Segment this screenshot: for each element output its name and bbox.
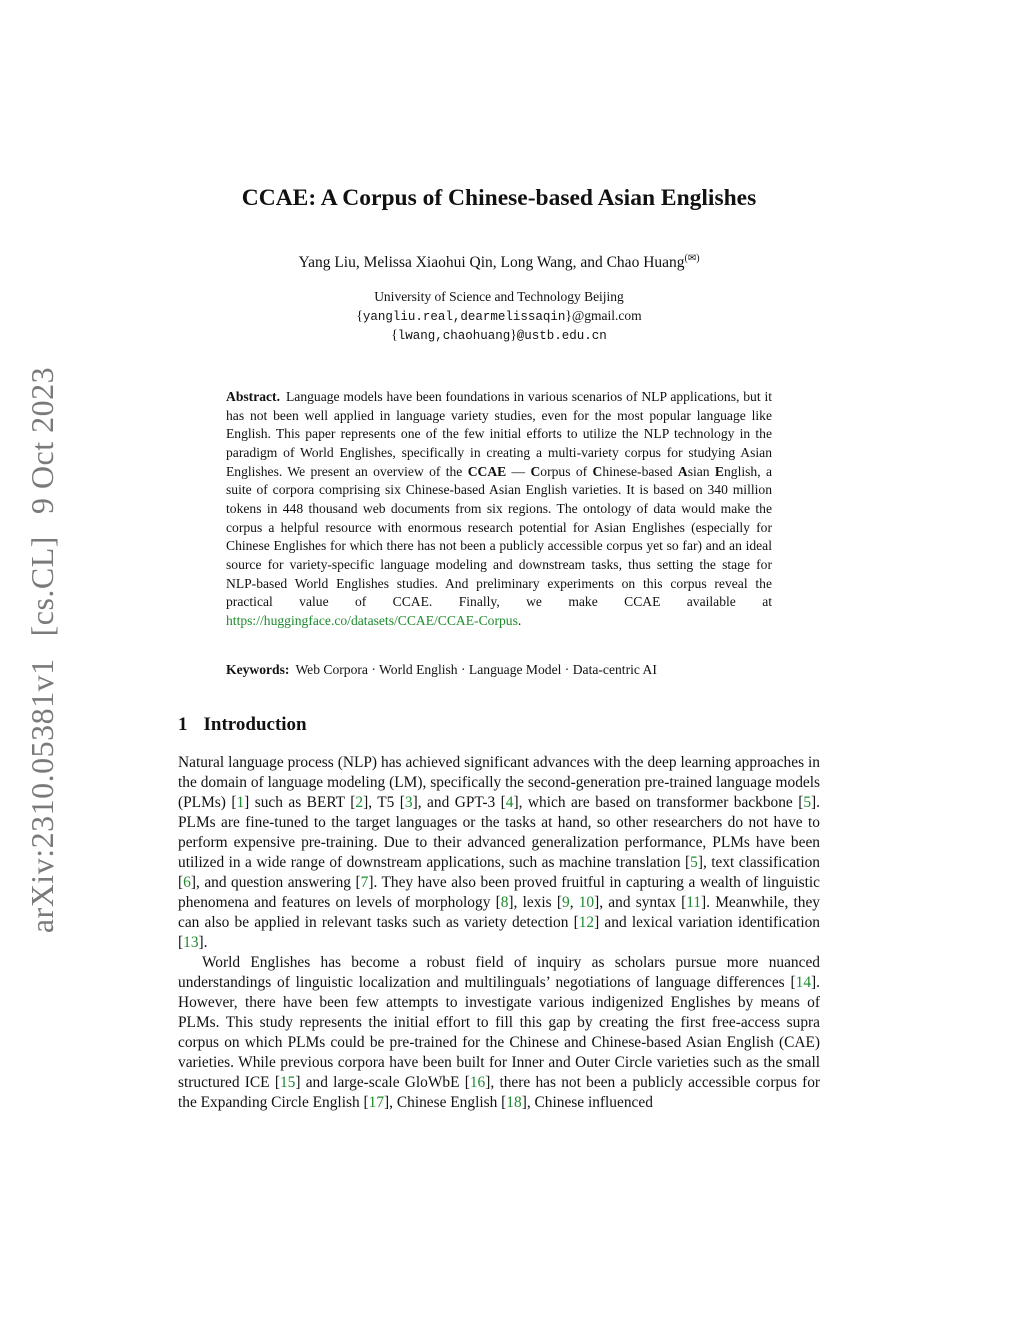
text-run: ] such as BERT [ [244, 794, 356, 811]
acronym-rest: hinese-based [602, 463, 678, 479]
acronym-rest: orpus of [540, 463, 593, 479]
text-run: ], Chinese English [ [384, 1094, 507, 1111]
citation-link[interactable]: 10 [578, 894, 595, 911]
citation-link[interactable]: 14 [795, 974, 812, 991]
abstract-text-2: , a suite of corpora comprising six Chinese-based Asian English varieties. It is based on 340 million tokens in 448 thousand web documents from six regions. The ontology of data would make the corpus a helpful resource with enormous research potential for Asian Englishes (especially for Chinese Englishes for which there has not been a publicly accessible corpus yet so far) and an ideal source for variety-specific language modeling and downstream tasks, thus setting the stage for NLP-based World Englishes studies. And preliminary experiments on this corpus reveal the practical value of CCAE. Finally, we make CCAE available at [226, 463, 772, 610]
text-run: World Englishes has become a robust field of inquiry as scholars pursue more nuanced understandings of linguistic localization and multilinguals’ negotiations of language differences [ [178, 954, 820, 991]
text-run: ]. Meanwhile, they can also be applied in relevant tasks such as variety detection [ [178, 894, 820, 931]
keywords [226, 662, 772, 678]
text-run: ], Chinese influenced [521, 1094, 653, 1111]
text-run: , [569, 894, 579, 911]
abstract-label: Abstract. [226, 389, 280, 404]
email2-domain: @ustb.edu.cn [516, 329, 607, 343]
keywords-label: Keywords: [226, 662, 290, 677]
citation-link[interactable]: 7 [360, 874, 369, 891]
section-title: Introduction [203, 714, 307, 735]
text-run: ], T5 [ [363, 794, 405, 811]
abstract-ccae: CCAE [467, 463, 507, 479]
email2-open-brace: { [391, 327, 398, 342]
dataset-link[interactable]: https://huggingface.co/datasets/CCAE/CCAE-Corpus [226, 612, 518, 628]
corresponding-author-envelope-icon: (✉) [684, 253, 700, 264]
email2-users: lwang,chaohuang [397, 329, 511, 343]
acronym-rest: nglish [724, 463, 758, 479]
citation-link[interactable]: 11 [686, 894, 702, 911]
citation-link[interactable]: 9 [561, 894, 570, 911]
text-run: ], there has not been a publicly accessible corpus for the Expanding Circle English [ [178, 1074, 821, 1111]
citation-link[interactable]: 2 [355, 794, 364, 811]
text-run: ], text classification [ [178, 854, 820, 891]
acronym-letter: C [530, 463, 541, 479]
acronym-rest: sian [687, 463, 715, 479]
authors-names: Yang Liu, Melissa Xiaohui Qin, Long Wang, and Chao Huang [298, 254, 685, 272]
citation-link[interactable]: 13 [183, 934, 199, 951]
text-run: ]. However, there have been few attempts to investigate various indigenized Englishes by means of PLMs. This study represents the initial effort to fill this gap by creating the first free-access supra corpus on which PLMs could be pre-trained for the Chinese and Chinese-based Asian English (CAE) varieties. While previous corpora have been built for Inner and Outer Circle varieties such as the small structured ICE [ [178, 974, 820, 1091]
paragraph-2 [178, 953, 820, 1113]
acronym-letter: A [677, 463, 688, 479]
email2-close-brace: } [510, 327, 517, 342]
arxiv-category: [cs.CL] [24, 536, 60, 637]
citation-link[interactable]: 5 [690, 854, 698, 871]
citation-link[interactable]: 16 [469, 1074, 486, 1091]
abstract-end: . [517, 612, 522, 628]
citation-link[interactable]: 12 [578, 914, 595, 931]
email-line-1 [178, 308, 820, 324]
email-line-2 [178, 327, 820, 343]
section-heading [178, 714, 307, 736]
arxiv-sidebar-identifier [24, 367, 61, 933]
arxiv-id: arXiv:2310.05381v1 [24, 658, 60, 934]
text-run: ] and large-scale GloWbE [ [295, 1074, 470, 1091]
paragraph-1 [178, 753, 820, 953]
text-run: ]. They have also been proved fruitful in capturing a wealth of linguistic phenomena and features on levels of morphology [ [178, 874, 820, 911]
citation-link[interactable]: 8 [500, 894, 509, 911]
author-list [178, 253, 820, 272]
text-run: ] and lexical variation identification [ [178, 914, 820, 951]
citation-link[interactable]: 6 [183, 874, 191, 891]
email1-domain: }@gmail.com [565, 308, 642, 323]
arxiv-date: 9 Oct 2023 [24, 366, 60, 515]
email1-users: yangliu.real,dearmelissaqin [362, 310, 566, 324]
citation-link[interactable]: 3 [404, 794, 413, 811]
text-run: ]. PLMs are fine-tuned to the target languages or the tasks at hand, so other researchers do not have to perform expensive pre-training. Due to their advanced generalization performance, PLMs have been utilized in a wide range of downstream applications, such as machine translation [ [178, 794, 821, 871]
acronym-letter: E [714, 463, 724, 479]
section-number: 1 [178, 714, 188, 735]
text-run: ]. [198, 934, 208, 951]
text-run: ], and question answering [ [190, 874, 361, 891]
paper-title: CCAE: A Corpus of Chinese-based Asian Englishes [241, 185, 757, 211]
abstract-text-1: Language models have been foundations in various scenarios of NLP applications, but it has not been well applied in language variety studies, even for the most popular language like English. This paper represents one of the few initial efforts to utilize the NLP technology in the paradigm of World Englishes, specifically in creating a multi-variety corpus for studying Asian Englishes. We present an overview of the [226, 389, 772, 479]
text-run: ], which are based on transformer backbone [ [513, 794, 804, 811]
text-run: ], and syntax [ [594, 894, 687, 911]
email1-open-brace: { [356, 308, 363, 323]
text-run: ], and GPT-3 [ [412, 794, 506, 811]
keywords-text: Web Corpora · World English · Language Model · Data-centric AI [295, 662, 657, 677]
citation-link[interactable]: 1 [236, 794, 245, 811]
abstract [226, 388, 772, 631]
citation-link[interactable]: 15 [279, 1074, 296, 1091]
affiliation-institution: University of Science and Technology Beijing [374, 289, 624, 304]
citation-link[interactable]: 18 [506, 1094, 522, 1111]
citation-link[interactable]: 4 [505, 794, 514, 811]
text-run: Natural language process (NLP) has achieved significant advances with the deep learning approaches in the domain of language modeling (LM), specifically the second-generation pre-trained language models (PLMs) [ [178, 754, 820, 811]
text-run: ], lexis [ [508, 894, 562, 911]
citation-link[interactable]: 17 [368, 1094, 385, 1111]
abstract-dash: — [506, 463, 531, 479]
citation-link[interactable]: 5 [803, 794, 812, 811]
introduction-body [178, 753, 820, 1113]
acronym-letter: C [592, 463, 603, 479]
